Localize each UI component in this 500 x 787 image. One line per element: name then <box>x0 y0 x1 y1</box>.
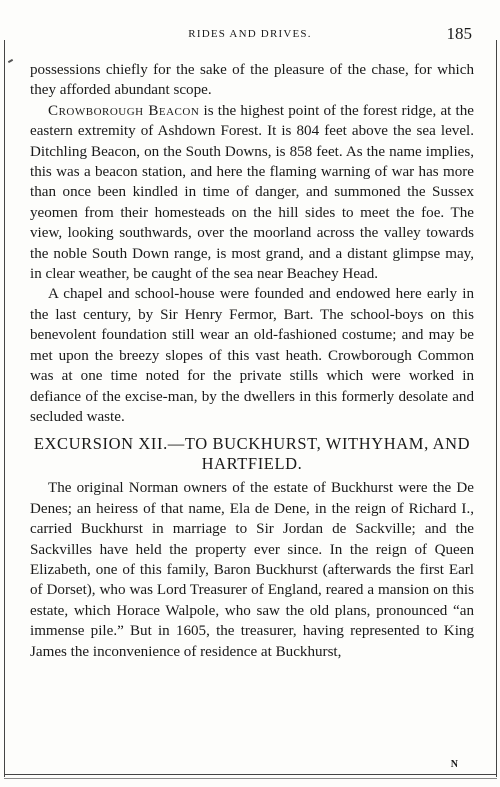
left-border-rule <box>4 40 5 777</box>
signature-mark: N <box>450 759 458 770</box>
page-header <box>28 24 472 46</box>
ink-speck <box>8 59 13 63</box>
body-text <box>30 60 474 662</box>
paragraph-continued: possessions chiefly for the sake of the pleasure of the chase, for which they afforded abundant scope. <box>30 62 474 99</box>
paragraph-body: is the highest point of the forest ridge, at the eastern extremity of Ashdown Forest. It is 804 feet above the sea level. Ditchling Beacon, on the South Downs, is 858 feet. As the name implies, this was a beacon station, and here the flaming warning of war has more than once been kindled in time of danger, and summoned the Sussex yeomen from their homesteads on the hill sides to meet the foe. The view, looking southwards, over the moorland across the valley towards the noble South Down range, is most grand, and a distant glimpse may, in clear weather, be caught of the sea near Beachey Head. <box>30 102 474 283</box>
paragraph-chapel: A chapel and school-house were founded and endowed here early in the last century, by Sir Henry Fermor, Bart. The school-boys on this benevolent foundation still wear an old-fashioned costume; and may be met upon the breezy slopes of this vast heath. Crowborough Common was at one time noted for the private stills which were worked in defiance of the excise-man, by the dwellers in this formerly desolate and secluded waste. <box>30 286 474 425</box>
paragraph-crowborough-beacon <box>30 101 474 285</box>
paragraph-lead-smallcaps: Crowborough Beacon <box>48 102 200 119</box>
paragraph-buckhurst: The original Norman owners of the estate of Buckhurst were the De Denes; an heiress of that name, Ela de Dene, in the reign of Richard I., carried Buckhurst in marriage to Sir Jordan de Sackville; and the Sackvilles have held the property ever since. In the reign of Queen Elizabeth, one of this family, Baron Buckhurst (afterwards the first Earl of Dorset), who was Lord Treasurer of England, reared a mansion on this estate, which Horace Walpole, who saw the old plans, pronounced “an immense pile.” But in 1605, the treasurer, having represented to King James the inconvenience of residence at Buckhurst, <box>30 480 474 660</box>
running-head: RIDES AND DRIVES. <box>188 28 312 40</box>
right-border-rule <box>496 40 497 777</box>
page-number: 185 <box>446 24 472 43</box>
bottom-border-rule <box>4 774 497 775</box>
bottom-border-rule-outer <box>4 778 497 779</box>
section-heading: EXCURSION XII.—TO BUCKHURST, WITHYHAM, AND HARTFIELD. <box>33 434 471 474</box>
